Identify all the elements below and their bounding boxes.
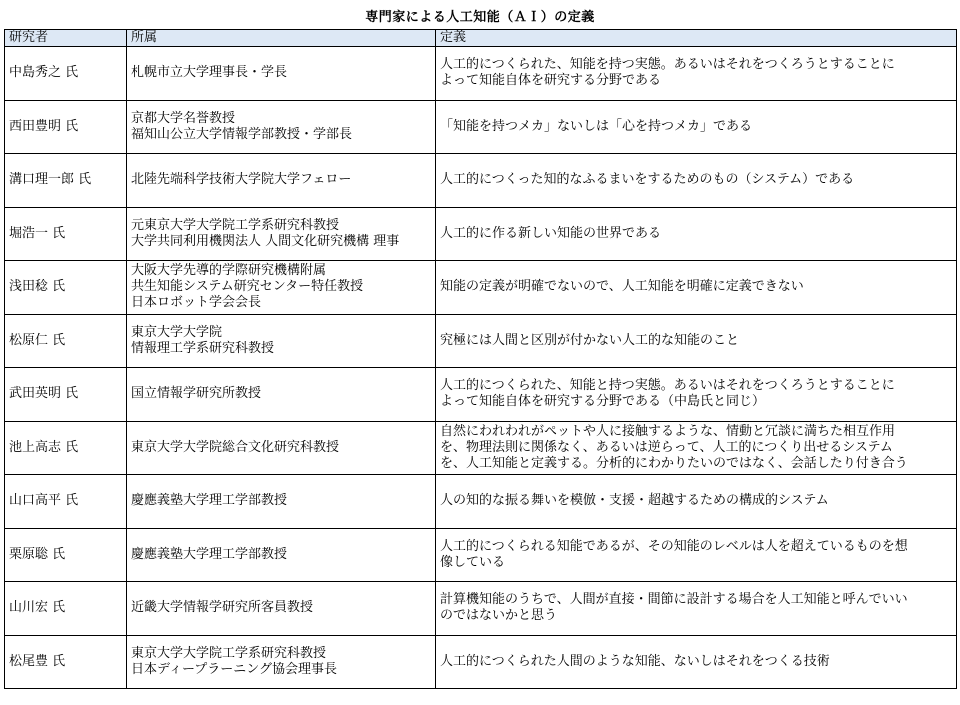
- researcher-name: 栗原聡 氏: [5, 528, 127, 582]
- table-row: [5, 154, 957, 208]
- table-row: [5, 635, 957, 689]
- table-row: [5, 528, 957, 582]
- affiliation-cell: 大阪大学先導的学際研究機構附属 共生知能システム研究センター特任教授 日本ロボット学会会長: [127, 261, 436, 315]
- researcher-name: 池上高志 氏: [5, 421, 127, 475]
- table-row: [5, 100, 957, 154]
- affiliation-cell: 東京大学大学院工学系研究科教授 日本ディープラーニング協会理事長: [127, 635, 436, 689]
- researcher-name: 西田豊明 氏: [5, 100, 127, 154]
- definition-cell: 究極には人間と区別が付かない人工的な知能のこと: [436, 314, 957, 368]
- researcher-name: 松尾豊 氏: [5, 635, 127, 689]
- researcher-name: 山川宏 氏: [5, 582, 127, 636]
- affiliation-cell: 北陸先端科学技術大学院大学フェロー: [127, 154, 436, 208]
- table-row: [5, 261, 957, 315]
- table-header-row: [5, 30, 957, 47]
- researcher-name: 溝口理一郎 氏: [5, 154, 127, 208]
- affiliation-cell: 慶應義塾大学理工学部教授: [127, 528, 436, 582]
- researcher-name: 堀浩一 氏: [5, 207, 127, 261]
- definition-cell: 人工的に作る新しい知能の世界である: [436, 207, 957, 261]
- affiliation-cell: 元東京大学大学院工学系研究科教授 大学共同利用機関法人 人間文化研究機構 理事: [127, 207, 436, 261]
- definition-cell: 人工的につくられる知能であるが、その知能のレベルは人を超えているものを想 像している: [436, 528, 957, 582]
- affiliation-cell: 札幌市立大学理事長・学長: [127, 47, 436, 101]
- affiliation-cell: 東京大学大学院総合文化研究科教授: [127, 421, 436, 475]
- definition-cell: 人工的につくられた、知能と持つ実態。あるいはそれをつくろうとすることに よって知能自体を研究する分野である（中島氏と同じ）: [436, 368, 957, 422]
- table-row: [5, 47, 957, 101]
- definition-cell: 人工的につくった知的なふるまいをするためのもの（システム）である: [436, 154, 957, 208]
- table-row: [5, 368, 957, 422]
- researcher-name: 中島秀之 氏: [5, 47, 127, 101]
- header-affiliation: 所属: [127, 30, 436, 47]
- ai-definition-table: [4, 29, 957, 689]
- header-researcher: 研究者: [5, 30, 127, 47]
- affiliation-cell: 国立情報学研究所教授: [127, 368, 436, 422]
- definition-cell: 「知能を持つメカ」ないしは「心を持つメカ」である: [436, 100, 957, 154]
- definition-cell: 人の知的な振る舞いを模倣・支援・超越するための構成的システム: [436, 475, 957, 529]
- definition-cell: 知能の定義が明確でないので、人工知能を明確に定義できない: [436, 261, 957, 315]
- researcher-name: 武田英明 氏: [5, 368, 127, 422]
- page-title: 専門家による人工知能（ＡＩ）の定義: [365, 10, 595, 25]
- researcher-name: 浅田稔 氏: [5, 261, 127, 315]
- definition-cell: 人工的につくられた、知能を持つ実態。あるいはそれをつくろうとすることに よって知能自体を研究する分野である: [436, 47, 957, 101]
- definition-cell: 計算機知能のうちで、人間が直接・間節に設計する場合を人工知能と呼んでいい のではないかと思う: [436, 582, 957, 636]
- researcher-name: 松原仁 氏: [5, 314, 127, 368]
- table-row: [5, 475, 957, 529]
- table-row: [5, 421, 957, 475]
- affiliation-cell: 東京大学大学院 情報理工学系研究科教授: [127, 314, 436, 368]
- affiliation-cell: 京都大学名誉教授 福知山公立大学情報学部教授・学部長: [127, 100, 436, 154]
- affiliation-cell: 近畿大学情報学研究所客員教授: [127, 582, 436, 636]
- researcher-name: 山口高平 氏: [5, 475, 127, 529]
- table-row: [5, 314, 957, 368]
- table-row: [5, 207, 957, 261]
- header-definition: 定義: [436, 30, 957, 47]
- definition-cell: 自然にわれわれがペットや人に接触するような、情動と冗談に満ちた相互作用 を、物理法則に関係なく、あるいは逆らって、人工的につくり出せるシステム を、人工知能と定義する。分析的にわかりたいのではなく、会話したり付き合う: [436, 421, 957, 475]
- affiliation-cell: 慶應義塾大学理工学部教授: [127, 475, 436, 529]
- table-row: [5, 582, 957, 636]
- definition-cell: 人工的につくられた人間のような知能、ないしはそれをつくる技術: [436, 635, 957, 689]
